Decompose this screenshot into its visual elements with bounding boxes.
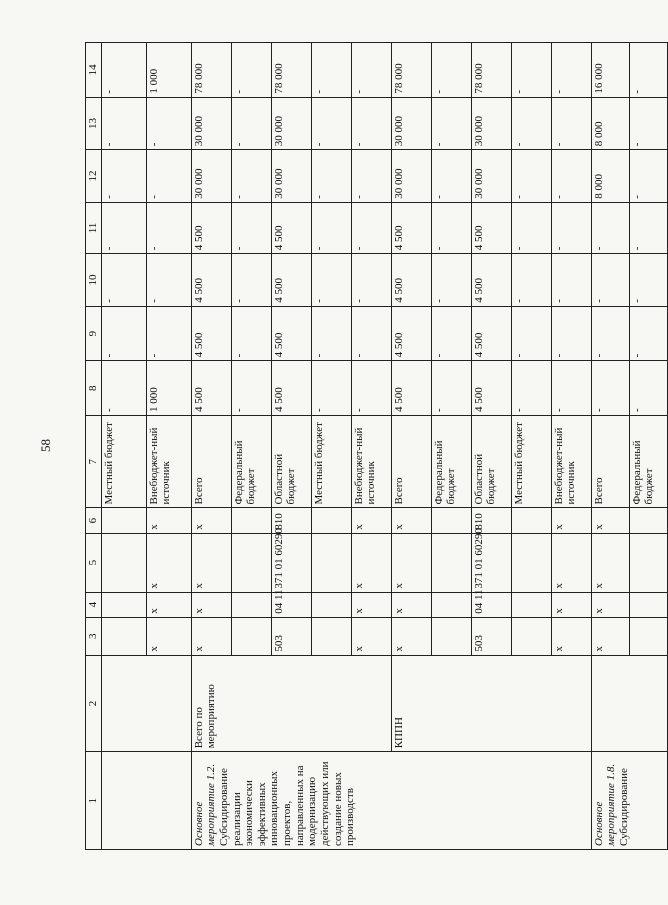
- code-cell: [231, 533, 271, 592]
- header-cell: 1: [86, 752, 102, 850]
- code-cell: [511, 617, 551, 655]
- code-cell: х: [351, 508, 391, 533]
- amount-cell: -: [146, 97, 191, 150]
- amount-cell: -: [311, 150, 351, 203]
- amount-cell: 30 000: [191, 97, 231, 150]
- code-cell: х: [191, 592, 231, 617]
- amount-cell: -: [629, 306, 667, 361]
- funding-source-cell: Внебюджет-ный источник: [146, 416, 191, 508]
- code-cell: [231, 617, 271, 655]
- funding-source-cell: Внебюджет-ный источник: [551, 416, 591, 508]
- amount-cell: 4 500: [471, 254, 511, 307]
- amount-cell: -: [551, 306, 591, 361]
- funding-source-cell: Всего: [191, 416, 231, 508]
- amount-cell: 4 500: [191, 254, 231, 307]
- continued-col1-cell: [101, 752, 191, 850]
- amount-cell: -: [551, 254, 591, 307]
- amount-cell: -: [101, 254, 146, 307]
- table-row: [101, 43, 146, 850]
- code-cell: х: [551, 533, 591, 592]
- amount-cell: -: [629, 97, 667, 150]
- header-cell: 8: [86, 361, 102, 416]
- amount-cell: -: [431, 202, 471, 253]
- group-kpn-label: КППН: [391, 655, 591, 752]
- amount-cell: 78 000: [191, 43, 231, 98]
- amount-cell: -: [101, 361, 146, 416]
- amount-cell: -: [591, 306, 629, 361]
- amount-cell: 30 000: [391, 150, 431, 203]
- code-cell: [511, 533, 551, 592]
- funding-source-cell: Всего: [591, 416, 629, 508]
- amount-cell: -: [101, 202, 146, 253]
- event-description: Субсидирование реализации экономически эффективных инновационных проектов, направленных на модернизацию действующих или создание новых производств: [217, 761, 357, 846]
- code-cell: х: [351, 617, 391, 655]
- amount-cell: -: [311, 43, 351, 98]
- amount-cell: 4 500: [391, 306, 431, 361]
- amount-cell: -: [511, 150, 551, 203]
- amount-cell: -: [511, 361, 551, 416]
- amount-cell: 30 000: [271, 97, 311, 150]
- amount-cell: -: [511, 43, 551, 98]
- code-cell: х: [391, 617, 431, 655]
- amount-cell: 4 500: [191, 306, 231, 361]
- amount-cell: -: [511, 202, 551, 253]
- code-cell: 04 11: [271, 592, 311, 617]
- header-cell: 6: [86, 508, 102, 533]
- group-empty-cell: [591, 655, 667, 752]
- amount-cell: -: [101, 97, 146, 150]
- amount-cell: -: [311, 202, 351, 253]
- code-cell: [231, 508, 271, 533]
- event-name-cell: [191, 752, 591, 850]
- amount-cell: 8 000: [591, 150, 629, 203]
- amount-cell: 4 500: [271, 306, 311, 361]
- funding-source-cell: Местный бюджет: [511, 416, 551, 508]
- amount-cell: 4 500: [271, 254, 311, 307]
- amount-cell: -: [591, 202, 629, 253]
- code-cell: х: [146, 533, 191, 592]
- amount-cell: -: [551, 202, 591, 253]
- amount-cell: -: [351, 202, 391, 253]
- code-cell: х: [351, 592, 391, 617]
- funding-source-cell: Внебюджет-ный источник: [351, 416, 391, 508]
- code-cell: х: [191, 508, 231, 533]
- code-cell: [101, 533, 146, 592]
- amount-cell: 30 000: [391, 97, 431, 150]
- code-cell: х: [146, 617, 191, 655]
- amount-cell: -: [431, 361, 471, 416]
- table-row: [391, 43, 431, 850]
- code-cell: [311, 533, 351, 592]
- amount-cell: -: [551, 150, 591, 203]
- amount-cell: -: [511, 97, 551, 150]
- funding-source-cell: Федеральный бюджет: [431, 416, 471, 508]
- amount-cell: 1 000: [146, 43, 191, 98]
- amount-cell: -: [311, 306, 351, 361]
- code-cell: х: [591, 617, 629, 655]
- amount-cell: -: [629, 361, 667, 416]
- table-row: [191, 43, 231, 850]
- amount-cell: -: [511, 306, 551, 361]
- amount-cell: -: [431, 43, 471, 98]
- code-cell: [101, 617, 146, 655]
- page-number: 58: [38, 439, 53, 452]
- funding-source-cell: Федеральный бюджет: [629, 416, 667, 508]
- amount-cell: -: [511, 254, 551, 307]
- amount-cell: 30 000: [471, 97, 511, 150]
- amount-cell: 30 000: [191, 150, 231, 203]
- funding-source-cell: Областной бюджет: [471, 416, 511, 508]
- funding-source-cell: Федеральный бюджет: [231, 416, 271, 508]
- code-cell: х: [391, 592, 431, 617]
- code-cell: 04 11: [471, 592, 511, 617]
- header-row: [86, 43, 102, 850]
- amount-cell: -: [431, 254, 471, 307]
- amount-cell: -: [629, 43, 667, 98]
- code-cell: х: [391, 508, 431, 533]
- amount-cell: -: [351, 254, 391, 307]
- code-cell: [101, 508, 146, 533]
- amount-cell: 1 000: [146, 361, 191, 416]
- code-cell: [511, 592, 551, 617]
- amount-cell: -: [351, 361, 391, 416]
- amount-cell: -: [551, 361, 591, 416]
- amount-cell: 4 500: [471, 361, 511, 416]
- header-cell: 2: [86, 655, 102, 752]
- header-cell: 3: [86, 617, 102, 655]
- amount-cell: -: [231, 306, 271, 361]
- code-cell: х: [591, 533, 629, 592]
- amount-cell: -: [146, 150, 191, 203]
- budget-table: [85, 42, 668, 850]
- code-cell: [101, 592, 146, 617]
- code-cell: х: [191, 617, 231, 655]
- amount-cell: -: [551, 97, 591, 150]
- code-cell: 810: [471, 508, 511, 533]
- amount-cell: 30 000: [471, 150, 511, 203]
- amount-cell: -: [146, 202, 191, 253]
- table-body: [86, 43, 668, 850]
- header-cell: 4: [86, 592, 102, 617]
- amount-cell: -: [431, 97, 471, 150]
- code-cell: 371 01 60290: [271, 533, 311, 592]
- amount-cell: -: [311, 97, 351, 150]
- amount-cell: 4 500: [391, 202, 431, 253]
- amount-cell: -: [431, 150, 471, 203]
- amount-cell: -: [231, 97, 271, 150]
- code-cell: х: [551, 617, 591, 655]
- code-cell: х: [551, 508, 591, 533]
- code-cell: [431, 617, 471, 655]
- amount-cell: 4 500: [191, 202, 231, 253]
- continued-col2-cell: [101, 655, 191, 752]
- amount-cell: 4 500: [391, 254, 431, 307]
- funding-source-cell: Областной бюджет: [271, 416, 311, 508]
- amount-cell: 4 500: [191, 361, 231, 416]
- event-description: Субсидирование: [617, 768, 630, 846]
- funding-source-cell: Всего: [391, 416, 431, 508]
- amount-cell: -: [351, 97, 391, 150]
- amount-cell: -: [311, 254, 351, 307]
- amount-cell: 30 000: [271, 150, 311, 203]
- group-all-label: Всего по мероприятию: [191, 655, 391, 752]
- budget-table-rotated: [85, 42, 656, 850]
- header-cell: 14: [86, 43, 102, 98]
- header-cell: 13: [86, 97, 102, 150]
- code-cell: [431, 533, 471, 592]
- code-cell: [311, 508, 351, 533]
- code-cell: х: [591, 592, 629, 617]
- amount-cell: -: [231, 361, 271, 416]
- amount-cell: 4 500: [471, 202, 511, 253]
- code-cell: [511, 508, 551, 533]
- amount-cell: -: [591, 361, 629, 416]
- amount-cell: 78 000: [391, 43, 431, 98]
- amount-cell: 4 500: [271, 202, 311, 253]
- header-cell: 9: [86, 306, 102, 361]
- amount-cell: -: [231, 150, 271, 203]
- code-cell: [629, 533, 667, 592]
- header-cell: 7: [86, 416, 102, 508]
- amount-cell: -: [146, 254, 191, 307]
- amount-cell: -: [629, 150, 667, 203]
- code-cell: х: [391, 533, 431, 592]
- code-cell: [629, 508, 667, 533]
- code-cell: х: [146, 508, 191, 533]
- code-cell: х: [146, 592, 191, 617]
- amount-cell: -: [551, 43, 591, 98]
- code-cell: [311, 592, 351, 617]
- event-prefix: Основное мероприятие 1.8.: [592, 763, 618, 846]
- code-cell: 503: [471, 617, 511, 655]
- funding-source-cell: Местный бюджет: [101, 416, 146, 508]
- amount-cell: -: [231, 254, 271, 307]
- amount-cell: -: [231, 202, 271, 253]
- amount-cell: 78 000: [271, 43, 311, 98]
- event-name-cell: [591, 752, 667, 850]
- code-cell: х: [351, 533, 391, 592]
- code-cell: [431, 508, 471, 533]
- code-cell: 371 01 60290: [471, 533, 511, 592]
- event-prefix: Основное мероприятие 1.2.: [192, 763, 218, 846]
- header-cell: 12: [86, 150, 102, 203]
- amount-cell: -: [629, 254, 667, 307]
- amount-cell: -: [101, 306, 146, 361]
- code-cell: х: [591, 508, 629, 533]
- amount-cell: -: [351, 150, 391, 203]
- amount-cell: -: [431, 306, 471, 361]
- code-cell: [431, 592, 471, 617]
- funding-source-cell: Местный бюджет: [311, 416, 351, 508]
- amount-cell: 8 000: [591, 97, 629, 150]
- amount-cell: -: [629, 202, 667, 253]
- amount-cell: 4 500: [271, 361, 311, 416]
- amount-cell: -: [101, 43, 146, 98]
- table-row: [591, 43, 629, 850]
- amount-cell: -: [146, 306, 191, 361]
- header-cell: 11: [86, 202, 102, 253]
- header-cell: 10: [86, 254, 102, 307]
- amount-cell: 78 000: [471, 43, 511, 98]
- amount-cell: -: [311, 361, 351, 416]
- amount-cell: -: [101, 150, 146, 203]
- amount-cell: 16 000: [591, 43, 629, 98]
- code-cell: х: [551, 592, 591, 617]
- amount-cell: -: [351, 306, 391, 361]
- amount-cell: -: [591, 254, 629, 307]
- code-cell: [311, 617, 351, 655]
- code-cell: [231, 592, 271, 617]
- code-cell: 810: [271, 508, 311, 533]
- code-cell: 503: [271, 617, 311, 655]
- code-cell: [629, 592, 667, 617]
- code-cell: х: [191, 533, 231, 592]
- amount-cell: -: [231, 43, 271, 98]
- amount-cell: 4 500: [391, 361, 431, 416]
- amount-cell: 4 500: [471, 306, 511, 361]
- header-cell: 5: [86, 533, 102, 592]
- amount-cell: -: [351, 43, 391, 98]
- code-cell: [629, 617, 667, 655]
